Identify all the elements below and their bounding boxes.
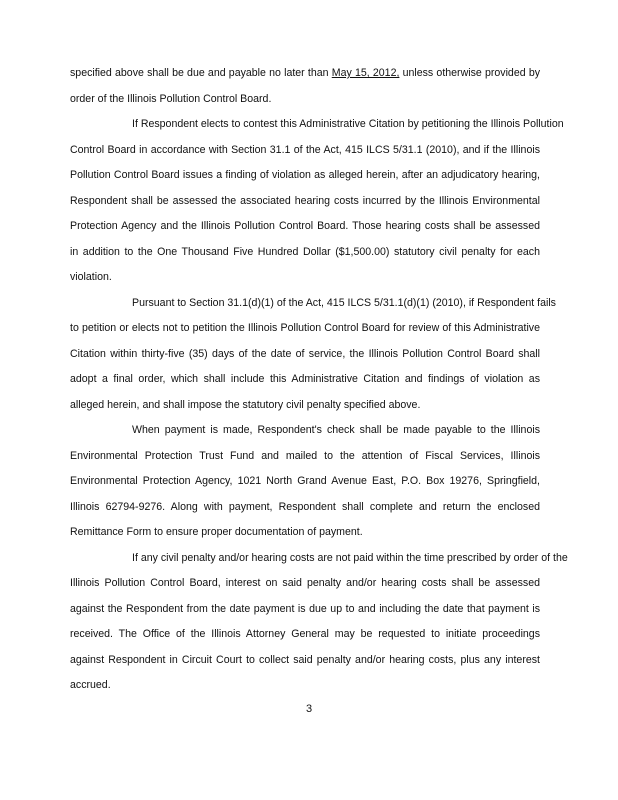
text-span: Pollution Control Board issues a finding of violation as alleged herein, after an adjudicatory hearing, — [70, 169, 540, 181]
text-span: Environmental Protection Trust Fund and mailed to the attention of Fiscal Services, Illinois — [70, 449, 540, 462]
text-line — [70, 469, 540, 495]
text-line — [70, 214, 540, 240]
text-line — [70, 444, 540, 470]
text-line — [70, 87, 540, 113]
text-span: Respondent shall be assessed the associated hearing costs incurred by the Illinois Environmental — [70, 194, 540, 207]
text-line — [70, 648, 540, 674]
paragraph — [70, 418, 540, 546]
text-line — [70, 520, 540, 546]
text-span: Remittance Form to ensure proper documentation of payment. — [70, 526, 363, 538]
text-span: Protection Agency and the Illinois Pollution Control Board. Those hearing costs shall be assessed — [70, 220, 540, 232]
text-line — [70, 189, 540, 215]
text-span: When payment is made, Respondent's check shall be made payable to the Illinois — [132, 424, 540, 436]
paragraph — [70, 61, 540, 112]
text-line — [70, 265, 540, 291]
text-span: to petition or elects not to petition the Illinois Pollution Control Board for review of this Administrative — [70, 322, 540, 334]
text-span: adopt a final order, which shall include this Administrative Citation and findings of violation as — [70, 373, 540, 385]
text-line — [70, 367, 540, 393]
text-line — [70, 112, 564, 138]
paragraph — [70, 291, 556, 419]
due-date: May 15, 2012, — [331, 67, 400, 79]
text-span: specified above shall be due and payable no later than — [70, 67, 332, 79]
text-line — [70, 393, 540, 419]
text-line — [70, 418, 540, 444]
text-line — [70, 316, 540, 342]
text-span: unless otherwise provided by — [399, 67, 541, 79]
text-line — [70, 673, 540, 699]
text-line — [70, 163, 540, 189]
text-line — [70, 571, 540, 597]
page-number: 3 — [305, 703, 313, 715]
text-line — [70, 622, 540, 648]
text-span: If Respondent elects to contest this Administrative Citation by petitioning the Illinois Pollution — [132, 118, 564, 130]
text-span: received. The Office of the Illinois Attorney General may be requested to initiate proceedings — [70, 628, 540, 640]
text-line — [70, 342, 540, 368]
text-line — [70, 546, 568, 572]
text-span: accrued. — [70, 679, 111, 691]
text-span: Pursuant to Section 31.1(d)(1) of the Act, 415 ILCS 5/31.1(d)(1) (2010), if Respondent fails — [132, 296, 556, 309]
text-span: against Respondent in Circuit Court to collect said penalty and/or hearing costs, plus any interest — [70, 653, 540, 666]
text-line — [70, 138, 540, 164]
text-span: against the Respondent from the date payment is due up to and including the date that payment is — [70, 602, 540, 615]
text-line — [70, 240, 540, 266]
text-span: in addition to the One Thousand Five Hundred Dollar ($1,500.00) statutory civil penalty for each — [70, 245, 540, 258]
text-span: Citation within thirty-five (35) days of the date of service, the Illinois Pollution Control Board shall — [70, 347, 540, 360]
text-span: Environmental Protection Agency, 1021 North Grand Avenue East, P.O. Box 19276, Springfield, — [70, 475, 540, 487]
paragraph — [70, 546, 568, 699]
text-span: Illinois Pollution Control Board, interest on said penalty and/or hearing costs shall be assessed — [70, 577, 540, 589]
document-body — [70, 61, 568, 699]
text-line — [70, 495, 540, 521]
text-line — [70, 597, 540, 623]
text-line — [70, 291, 556, 317]
text-span: order of the Illinois Pollution Control Board. — [70, 92, 272, 105]
text-span: If any civil penalty and/or hearing costs are not paid within the time prescribed by order of the — [132, 551, 568, 564]
text-span: alleged herein, and shall impose the statutory civil penalty specified above. — [70, 398, 421, 411]
paragraph — [70, 112, 564, 291]
text-span: violation. — [70, 271, 112, 283]
text-span: Control Board in accordance with Section 31.1 of the Act, 415 ILCS 5/31.1 (2010), and if the Illinois — [70, 143, 540, 156]
text-span: Illinois 62794-9276. Along with payment, Respondent shall complete and return the enclosed — [70, 500, 540, 513]
text-line — [70, 61, 540, 87]
